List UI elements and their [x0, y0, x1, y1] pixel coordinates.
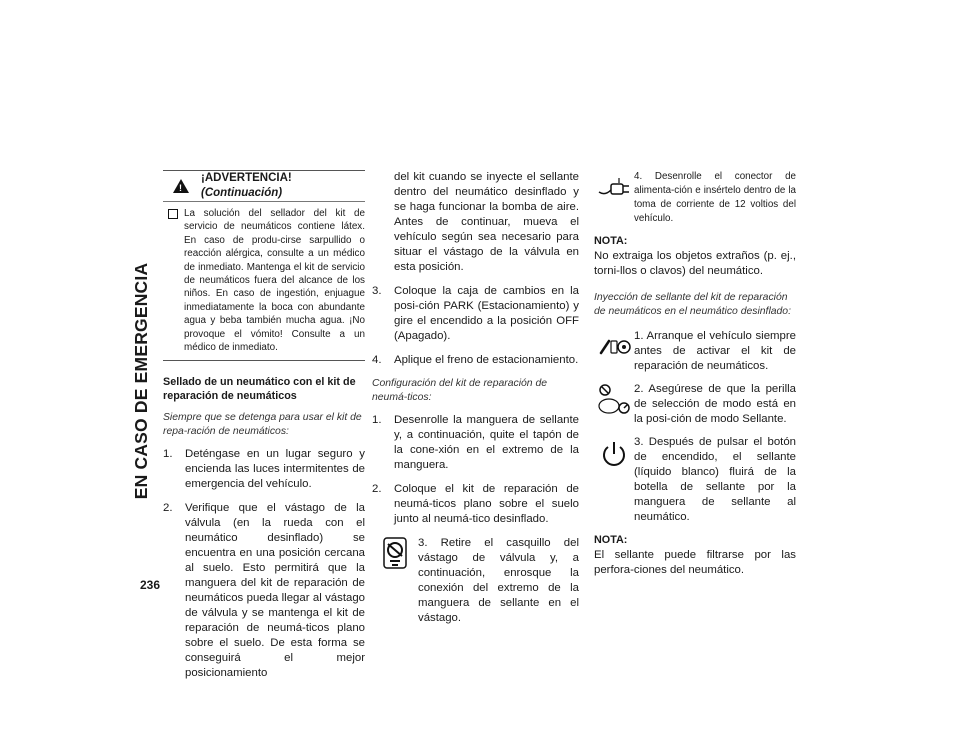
mode-selector-icon — [594, 382, 634, 427]
list-item — [372, 482, 579, 527]
step-text: Aplique el freno de estacionamiento. — [394, 354, 579, 366]
valve-stem-icon — [372, 536, 418, 626]
illustrated-step — [594, 329, 796, 374]
warning-subtitle: (Continuación) — [201, 187, 283, 199]
step-number: 3. — [372, 285, 382, 297]
step-text: Deténgase en un lugar seguro y encienda las luces intermitentes de emergencia del vehículo. — [185, 448, 365, 491]
note-text: No extraiga los objetos extraños (p. ej., torni-llos o clavos) del neumático. — [594, 250, 796, 277]
list-item — [372, 284, 579, 344]
note-text: El sellante puede filtrarse por las perfora-ciones del neumático. — [594, 549, 796, 576]
list-item — [372, 353, 579, 368]
illustrated-step — [594, 170, 796, 226]
ignition-key-icon — [594, 329, 634, 374]
section-intro: Configuración del kit de reparación de neumá-ticos: — [372, 378, 548, 403]
page-number: 236 — [140, 578, 161, 592]
section-heading: Sellado de un neumático con el kit de reparación de neumáticos — [163, 376, 356, 403]
column-2 — [372, 170, 579, 634]
section-intro: Inyección de sellante del kit de reparación de neumáticos en el neumático desinflado: — [594, 292, 791, 317]
warning-title — [201, 171, 365, 201]
power-plug-icon — [594, 170, 634, 226]
step-number: 4. — [372, 354, 382, 366]
warning-title-text: ¡ADVERTENCIA! — [201, 172, 292, 184]
step-text: 1. Arranque el vehículo siempre antes de activar el kit de reparación de neumáticos. — [634, 330, 796, 372]
step-continuation: del kit cuando se inyecte el sellante dentro del neumático desinflado y se haga funcionar la bomba de aire. Antes de continuar, mueva el vehículo según sea necesario para situar el vástago de la válvula en esta posición. — [394, 171, 579, 273]
list-item — [163, 501, 365, 681]
steps-list — [372, 413, 579, 527]
step-number: 1. — [372, 414, 382, 426]
column-3 — [594, 170, 796, 578]
section-intro: Siempre que se detenga para usar el kit de repa-ración de neumáticos: — [163, 412, 362, 438]
steps-list — [372, 284, 579, 368]
illustrated-step — [372, 536, 579, 626]
warning-box — [163, 170, 365, 361]
power-button-icon — [594, 435, 634, 525]
step-number: 2. — [163, 502, 173, 515]
list-item — [372, 413, 579, 473]
column-1 — [163, 170, 365, 690]
warning-header — [163, 171, 365, 202]
step-text: Coloque la caja de cambios en la posi-ción PARK (Estacionamiento) y gire el encendido a la posición OFF (Apagado). — [394, 285, 579, 342]
step-number: 2. — [372, 483, 382, 495]
warning-body — [163, 207, 365, 354]
step-text: 2. Asegúrese de que la perilla de selección de modo está en la posi-ción de modo Sellante. — [634, 383, 796, 425]
list-item — [163, 447, 365, 492]
step-text: 4. Desenrolle el conector de alimenta-ción e insértelo dentro de la toma de corriente de 12 voltios del vehículo. — [634, 171, 796, 224]
step-text: 3. Retire el casquillo del vástago de válvula y, a continuación, enrosque la conexión del extremo de la manguera de sellante en el vástago. — [418, 537, 579, 624]
checkbox-bullet-icon — [168, 209, 178, 219]
warning-text: La solución del sellador del kit de servicio de neumáticos contiene látex. En caso de produ-cirse sarpullido o reacción alérgica, consulte a un médico de inmediato. Mantenga el kit de servicio de neumáticos fuera del alcance de los niños. En caso de ingestión, enjuague inmediatamente la boca con abundante agua y beba también mucha agua. ¡No provoque el vómito! Consulte a un médico de inmediato. — [184, 208, 365, 354]
sidebar-title-text: EN CASO DE EMERGENCIA — [131, 262, 151, 500]
step-text: Coloque el kit de reparación de neumá-ticos plano sobre el suelo junto al neumá-tico desinflado. — [394, 483, 579, 525]
illustrated-step — [594, 435, 796, 525]
step-text: Desenrolle la manguera de sellante y, a continuación, quite el tapón de la cone-xión en el extremo de la manguera. — [394, 414, 579, 471]
step-text: Verifique que el vástago de la válvula (en la rueda con el neumático desinflado) se encuentra en una posición cercana al suelo. Esto permitirá que la manguera del kit de reparación de neumáticos pueda llegar al vástago de válvula y se mantenga el kit de reparación de neumá-ticos plano sobre el suelo. De esta forma se conseguirá el mejor posicionamiento — [185, 502, 365, 680]
note-label: NOTA: — [594, 534, 628, 546]
step-text: 3. Después de pulsar el botón de encendido, el sellante (líquido blanco) fluirá de la botella de sellante por la manguera de sellante al neumático. — [634, 436, 796, 523]
illustrated-step — [594, 382, 796, 427]
section-sidebar-title — [128, 166, 154, 596]
step-number: 1. — [163, 448, 173, 461]
note-label: NOTA: — [594, 235, 628, 247]
steps-list — [163, 447, 365, 681]
warning-triangle-icon — [173, 179, 189, 193]
